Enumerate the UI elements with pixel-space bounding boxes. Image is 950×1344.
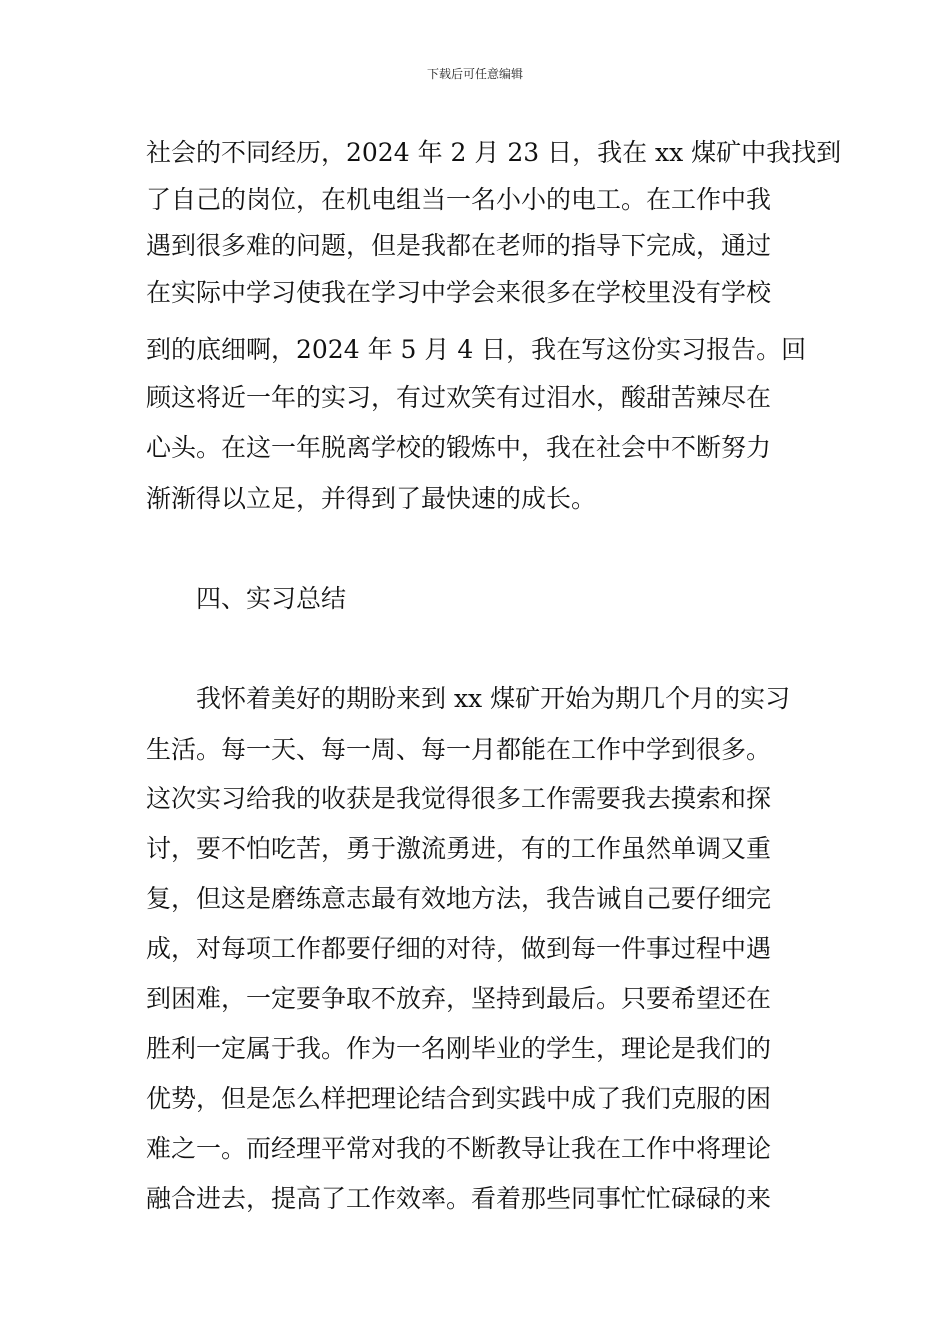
- paragraph-line: 难之一。而经理平常对我的不断教导让我在工作中将理论: [146, 1134, 772, 1163]
- section-heading: 四、实习总结: [196, 584, 347, 613]
- paragraph-line: 到的底细啊，2024 年 5 月 4 日，我在写这份实习报告。回: [146, 335, 807, 364]
- paragraph-line: 顾这将近一年的实习，有过欢笑有过泪水，酸甜苦辣尽在: [146, 383, 772, 412]
- paragraph-line: 渐渐得以立足，并得到了最快速的成长。: [146, 484, 597, 513]
- paragraph-line: 社会的不同经历，2024 年 2 月 23 日，我在 xx 煤矿中我找到: [146, 138, 842, 167]
- paragraph-line: 我怀着美好的期盼来到 xx 煤矿开始为期几个月的实习: [196, 684, 791, 713]
- paragraph-line: 融合进去，提高了工作效率。看着那些同事忙忙碌碌的来: [146, 1184, 772, 1213]
- paragraph-line: 在实际中学习使我在学习中学会来很多在学校里没有学校: [146, 278, 772, 307]
- paragraph-line: 成，对每项工作都要仔细的对待，做到每一件事过程中遇: [146, 934, 772, 963]
- paragraph-line: 这次实习给我的收获是我觉得很多工作需要我去摸索和探: [146, 784, 772, 813]
- paragraph-line: 优势，但是怎么样把理论结合到实践中成了我们克服的困: [146, 1084, 772, 1113]
- paragraph-line: 到困难，一定要争取不放弃，坚持到最后。只要希望还在: [146, 984, 772, 1013]
- paragraph-line: 了自己的岗位，在机电组当一名小小的电工。在工作中我: [146, 185, 772, 214]
- paragraph-line: 复，但这是磨练意志最有效地方法，我告诫自己要仔细完: [146, 884, 772, 913]
- paragraph-line: 遇到很多难的问题，但是我都在老师的指导下完成，通过: [146, 231, 772, 260]
- paragraph-line: 讨，要不怕吃苦，勇于激流勇进，有的工作虽然单调又重: [146, 834, 772, 863]
- paragraph-line: 心头。在这一年脱离学校的锻炼中，我在社会中不断努力: [146, 433, 772, 462]
- paragraph-line: 生活。每一天、每一周、每一月都能在工作中学到很多。: [146, 735, 772, 764]
- header-note: 下载后可任意编辑: [426, 67, 523, 81]
- paragraph-line: 胜利一定属于我。作为一名刚毕业的学生，理论是我们的: [146, 1034, 772, 1063]
